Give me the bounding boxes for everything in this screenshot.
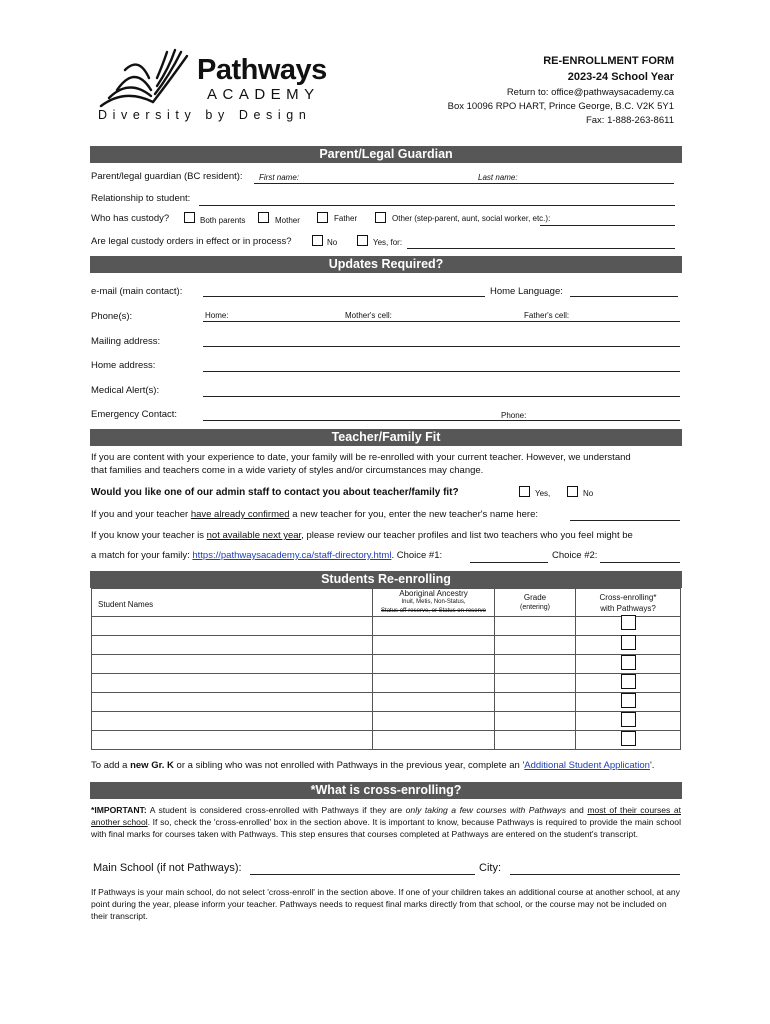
staff-directory-link[interactable]: https://pathwaysacademy.ca/staff-directory.html bbox=[192, 550, 392, 561]
form-title: RE-ENROLLMENT FORM bbox=[543, 55, 674, 67]
students-table bbox=[91, 588, 681, 750]
col-aboriginal-sub2: Status off-reserve, or Status on-reserve bbox=[381, 608, 486, 614]
student-name-cell[interactable] bbox=[92, 655, 373, 674]
student-name-cell[interactable] bbox=[92, 712, 373, 731]
new-teacher-name-field[interactable] bbox=[570, 520, 680, 521]
col-aboriginal: Aboriginal Ancestry bbox=[399, 589, 468, 598]
orders-no-label: No bbox=[327, 238, 338, 247]
cross-enroll-checkbox[interactable] bbox=[621, 712, 636, 727]
mailing-address-label: Mailing address: bbox=[91, 336, 161, 347]
student-name-cell[interactable] bbox=[92, 617, 373, 636]
add-student-note: To add a new Gr. K or a sibling who was not enrolled with Pathways in the previous year, complete an 'Additional Student Application'. bbox=[91, 760, 655, 771]
orders-yes-field[interactable] bbox=[407, 248, 675, 249]
cross-enroll-checkbox[interactable] bbox=[621, 731, 636, 746]
table-row bbox=[92, 655, 681, 674]
col-student-names: Student Names bbox=[98, 599, 154, 609]
custody-father-label: Father bbox=[334, 214, 358, 223]
unavailable-teacher-text: If you know your teacher is not available next year, please review our teacher profiles and list two teachers who you feel might be bbox=[91, 530, 633, 541]
phones-field[interactable] bbox=[203, 321, 680, 322]
fit-no-checkbox[interactable] bbox=[567, 486, 578, 497]
col-grade: Grade bbox=[523, 592, 547, 602]
section-updates-required: Updates Required? bbox=[90, 256, 682, 273]
cross-enroll-checkbox[interactable] bbox=[621, 615, 636, 630]
grade-cell[interactable] bbox=[495, 712, 576, 731]
table-row bbox=[92, 674, 681, 693]
match-text: a match for your family: https://pathwaysacademy.ca/staff-directory.html. Choice #1: bbox=[91, 550, 443, 561]
cross-enroll-checkbox[interactable] bbox=[621, 693, 636, 708]
medical-alert-label: Medical Alert(s): bbox=[91, 385, 160, 396]
table-row bbox=[92, 693, 681, 712]
teacher-intro-line1: If you are content with your experience to date, your family will be re-enrolled with your current teacher. However, we understand bbox=[91, 452, 631, 463]
choice1-field[interactable] bbox=[470, 562, 548, 563]
col-cross-2: with Pathways? bbox=[600, 603, 656, 613]
table-row bbox=[92, 712, 681, 731]
custody-other-checkbox[interactable] bbox=[375, 212, 386, 223]
custody-mother-label: Mother bbox=[275, 216, 300, 225]
aboriginal-cell[interactable] bbox=[373, 693, 495, 712]
fit-yes-label: Yes, bbox=[535, 489, 551, 498]
relationship-field[interactable] bbox=[199, 205, 675, 206]
custody-both-checkbox[interactable] bbox=[184, 212, 195, 223]
main-school-field[interactable] bbox=[250, 874, 475, 875]
section-parent-guardian: Parent/Legal Guardian bbox=[90, 146, 682, 163]
home-phone-label: Home: bbox=[205, 311, 229, 320]
grade-cell[interactable] bbox=[495, 617, 576, 636]
section-teacher-family-fit: Teacher/Family Fit bbox=[90, 429, 682, 446]
logo-word: Pathways bbox=[197, 54, 327, 86]
email-label: e-mail (main contact): bbox=[91, 286, 183, 297]
orders-yes-label: Yes, for: bbox=[373, 238, 403, 247]
aboriginal-cell[interactable] bbox=[373, 636, 495, 655]
custody-father-checkbox[interactable] bbox=[317, 212, 328, 223]
cross-enroll-checkbox[interactable] bbox=[621, 655, 636, 670]
students-table-header bbox=[92, 589, 681, 617]
mailing-address-field[interactable] bbox=[203, 346, 680, 347]
city-label: City: bbox=[479, 862, 501, 874]
relationship-label: Relationship to student: bbox=[91, 193, 191, 204]
form-header bbox=[448, 55, 674, 126]
section-students-reenrolling: Students Re-enrolling bbox=[90, 571, 682, 588]
choice2-field[interactable] bbox=[600, 562, 680, 563]
mothers-cell-label: Mother's cell: bbox=[345, 311, 392, 320]
orders-no-checkbox[interactable] bbox=[312, 235, 323, 246]
grade-cell[interactable] bbox=[495, 693, 576, 712]
medical-alert-field[interactable] bbox=[203, 396, 680, 397]
guardian-name-field[interactable] bbox=[254, 183, 674, 184]
table-row bbox=[92, 636, 681, 655]
main-school-paragraph: If Pathways is your main school, do not select 'cross-enroll' in the section above. If one of your children takes an additional course at another school, at any point during the year, please inform your teacher. Pathways needs to request final marks directly from that school, or the course may not be included on their transcript. bbox=[91, 887, 680, 921]
table-row bbox=[92, 731, 681, 750]
first-name-label: First name: bbox=[259, 173, 300, 182]
student-name-cell[interactable] bbox=[92, 674, 373, 693]
logo-tagline: Diversity by Design bbox=[98, 108, 312, 122]
main-school-label: Main School (if not Pathways): bbox=[93, 862, 242, 874]
fit-yes-checkbox[interactable] bbox=[519, 486, 530, 497]
col-aboriginal-sub1: Inuit, Metis, Non-Status, bbox=[401, 599, 466, 605]
aboriginal-cell[interactable] bbox=[373, 655, 495, 674]
aboriginal-cell[interactable] bbox=[373, 674, 495, 693]
home-address-label: Home address: bbox=[91, 360, 156, 371]
emergency-contact-label: Emergency Contact: bbox=[91, 409, 178, 420]
choice2-label: Choice #2: bbox=[552, 550, 598, 561]
custody-other-label: Other (step-parent, aunt, social worker, etc.): bbox=[392, 214, 551, 223]
logo bbox=[95, 48, 335, 128]
cross-enroll-checkbox[interactable] bbox=[621, 635, 636, 650]
school-year: 2023-24 School Year bbox=[567, 71, 674, 83]
grade-cell[interactable] bbox=[495, 636, 576, 655]
city-field[interactable] bbox=[510, 874, 680, 875]
student-name-cell[interactable] bbox=[92, 731, 373, 750]
custody-other-field[interactable] bbox=[540, 225, 675, 226]
fax-number: Fax: 1-888-263-8611 bbox=[585, 115, 674, 126]
logo-sub: ACADEMY bbox=[207, 86, 320, 103]
phones-label: Phone(s): bbox=[91, 311, 133, 322]
open-book-icon bbox=[95, 48, 207, 112]
cross-important-paragraph: *IMPORTANT: A student is considered cross-enrolled with Pathways if they are only taking a few courses with Pathways and most of their courses at another school. If so, check the 'cross-enrolled' box in the section above. It is important to know, because Pathways is required to provide the main school with final marks for courses taken with Pathways. This step ensures that courses completed at Pathways are entered on the student's transcript. bbox=[91, 805, 681, 839]
teacher-fit-question: Would you like one of our admin staff to contact you about teacher/family fit? bbox=[91, 487, 459, 498]
emergency-contact-field[interactable] bbox=[203, 420, 680, 421]
grade-cell[interactable] bbox=[495, 674, 576, 693]
grade-cell[interactable] bbox=[495, 655, 576, 674]
custody-mother-checkbox[interactable] bbox=[258, 212, 269, 223]
mail-address: Box 10096 RPO HART, Prince George, B.C. V2K 5Y1 bbox=[447, 101, 674, 112]
aboriginal-cell[interactable] bbox=[373, 712, 495, 731]
return-to: Return to: office@pathwaysacademy.ca bbox=[506, 87, 674, 98]
home-address-field[interactable] bbox=[203, 371, 680, 372]
last-name-label: Last name: bbox=[478, 173, 518, 182]
col-cross-1: Cross-enrolling* bbox=[599, 592, 657, 602]
emergency-phone-label: Phone: bbox=[501, 411, 527, 420]
additional-student-application-link[interactable]: Additional Student Application bbox=[524, 760, 650, 771]
confirmed-teacher-text: If you and your teacher have already confirmed a new teacher for you, enter the new teacher's name here: bbox=[91, 509, 538, 520]
student-name-cell[interactable] bbox=[92, 636, 373, 655]
guardian-label: Parent/legal guardian (BC resident): bbox=[91, 171, 243, 182]
col-grade-sub: (entering) bbox=[520, 603, 550, 611]
custody-orders-label: Are legal custody orders in effect or in process? bbox=[91, 236, 292, 247]
home-language-field[interactable] bbox=[570, 296, 678, 297]
orders-yes-checkbox[interactable] bbox=[357, 235, 368, 246]
grade-cell[interactable] bbox=[495, 731, 576, 750]
home-language-label: Home Language: bbox=[490, 286, 563, 297]
email-field[interactable] bbox=[203, 296, 485, 297]
aboriginal-cell[interactable] bbox=[373, 731, 495, 750]
custody-label: Who has custody? bbox=[91, 213, 170, 224]
fit-no-label: No bbox=[583, 489, 594, 498]
teacher-intro-line2: that families and teachers come in a wide variety of styles and/or circumstances may change. bbox=[91, 465, 484, 476]
table-row bbox=[92, 617, 681, 636]
aboriginal-cell[interactable] bbox=[373, 617, 495, 636]
cross-enroll-checkbox[interactable] bbox=[621, 674, 636, 689]
section-what-is-cross-enrolling: *What is cross-enrolling? bbox=[90, 782, 682, 799]
fathers-cell-label: Father's cell: bbox=[524, 311, 570, 320]
custody-both-label: Both parents bbox=[200, 216, 246, 225]
student-name-cell[interactable] bbox=[92, 693, 373, 712]
